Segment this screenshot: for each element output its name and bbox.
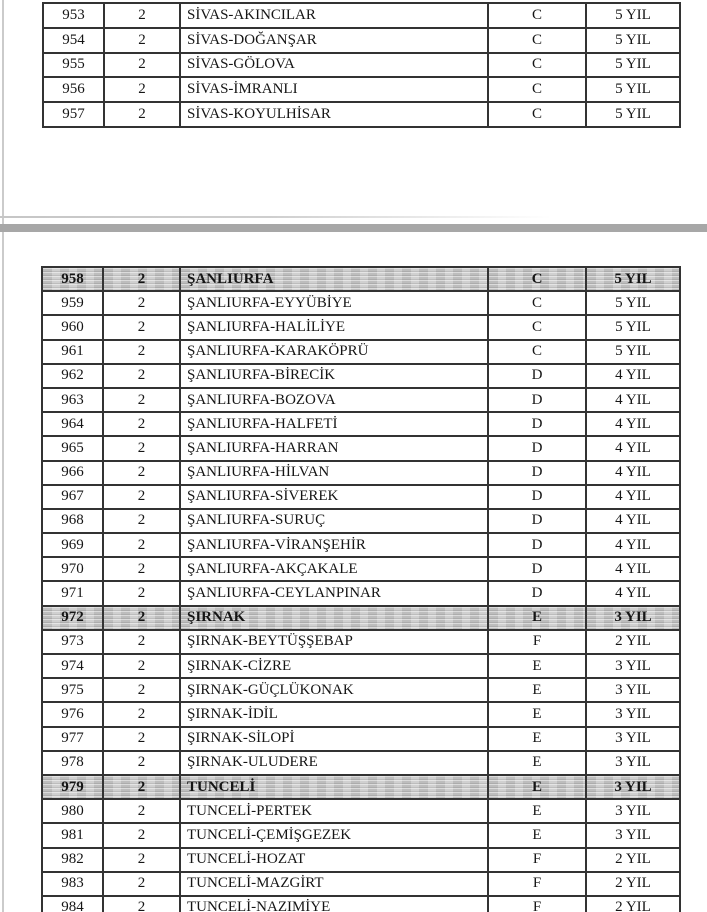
region-code-cell: 2 [103, 340, 180, 364]
region-code-cell: 2 [103, 630, 180, 654]
duration-cell: 5 YIL [586, 267, 680, 291]
district-service-table-page-2 [41, 266, 681, 912]
place-name-cell: TUNCELİ-HOZAT [180, 848, 488, 872]
region-code-cell: 2 [103, 267, 180, 291]
class-letter-cell: D [488, 364, 586, 388]
place-name-cell: ŞANLIURFA-VİRANŞEHİR [180, 533, 488, 557]
region-code-cell: 2 [103, 702, 180, 726]
place-name-cell: ŞIRNAK-GÜÇLÜKONAK [180, 678, 488, 702]
class-letter-cell: D [488, 533, 586, 557]
class-letter-cell: E [488, 654, 586, 678]
place-name-cell: ŞANLIURFA-AKÇAKALE [180, 557, 488, 581]
region-code-cell: 2 [103, 751, 180, 775]
duration-cell: 3 YIL [586, 775, 680, 799]
row-number-cell: 964 [42, 412, 103, 436]
place-name-cell: TUNCELİ [180, 775, 488, 799]
district-row [42, 461, 680, 485]
district-row [42, 823, 680, 847]
row-number-cell: 973 [42, 630, 103, 654]
place-name-cell: TUNCELİ-MAZGİRT [180, 872, 488, 896]
region-code-cell: 2 [103, 606, 180, 630]
place-name-cell: SİVAS-GÖLOVA [180, 53, 488, 78]
class-letter-cell: E [488, 606, 586, 630]
duration-cell: 3 YIL [586, 606, 680, 630]
district-row [42, 727, 680, 751]
duration-cell: 4 YIL [586, 509, 680, 533]
place-name-cell: ŞANLIURFA-CEYLANPINAR [180, 581, 488, 605]
class-letter-cell: C [488, 3, 586, 28]
class-letter-cell: C [488, 315, 586, 339]
place-name-cell: SİVAS-AKINCILAR [180, 3, 488, 28]
region-code-cell: 2 [103, 848, 180, 872]
region-code-cell: 2 [103, 727, 180, 751]
row-number-cell: 974 [42, 654, 103, 678]
place-name-cell: SİVAS-DOĞANŞAR [180, 28, 488, 53]
place-name-cell: ŞANLIURFA-BOZOVA [180, 388, 488, 412]
duration-cell: 5 YIL [586, 53, 680, 78]
province-row [42, 606, 680, 630]
region-code-cell: 2 [103, 823, 180, 847]
class-letter-cell: E [488, 727, 586, 751]
district-row [42, 533, 680, 557]
class-letter-cell: C [488, 28, 586, 53]
class-letter-cell: D [488, 412, 586, 436]
class-letter-cell: D [488, 509, 586, 533]
place-name-cell: ŞIRNAK-SİLOPİ [180, 727, 488, 751]
class-letter-cell: D [488, 485, 586, 509]
row-number-cell: 966 [42, 461, 103, 485]
row-number-cell: 967 [42, 485, 103, 509]
class-letter-cell: E [488, 702, 586, 726]
duration-cell: 3 YIL [586, 823, 680, 847]
row-number-cell: 962 [42, 364, 103, 388]
class-letter-cell: F [488, 872, 586, 896]
district-row [42, 896, 680, 912]
page-separator-bar [0, 224, 707, 232]
duration-cell: 4 YIL [586, 436, 680, 460]
row-number-cell: 979 [42, 775, 103, 799]
region-code-cell: 2 [103, 654, 180, 678]
place-name-cell: ŞIRNAK-İDİL [180, 702, 488, 726]
place-name-cell: ŞIRNAK-ULUDERE [180, 751, 488, 775]
class-letter-cell: C [488, 77, 586, 102]
row-number-cell: 965 [42, 436, 103, 460]
row-number-cell: 970 [42, 557, 103, 581]
district-row [42, 557, 680, 581]
duration-cell: 4 YIL [586, 485, 680, 509]
class-letter-cell: E [488, 678, 586, 702]
region-code-cell: 2 [103, 436, 180, 460]
duration-cell: 3 YIL [586, 654, 680, 678]
place-name-cell: SİVAS-KOYULHİSAR [180, 102, 488, 127]
row-number-cell: 978 [42, 751, 103, 775]
district-row [42, 751, 680, 775]
district-row [42, 799, 680, 823]
place-name-cell: ŞIRNAK-CİZRE [180, 654, 488, 678]
class-letter-cell: C [488, 102, 586, 127]
place-name-cell: TUNCELİ-ÇEMİŞGEZEK [180, 823, 488, 847]
province-row [42, 267, 680, 291]
row-number-cell: 975 [42, 678, 103, 702]
place-name-cell: TUNCELİ-PERTEK [180, 799, 488, 823]
row-number-cell: 971 [42, 581, 103, 605]
province-row [42, 775, 680, 799]
class-letter-cell: C [488, 340, 586, 364]
district-row [43, 28, 680, 53]
class-letter-cell: D [488, 461, 586, 485]
duration-cell: 5 YIL [586, 102, 680, 127]
district-row [43, 77, 680, 102]
district-row [42, 702, 680, 726]
row-number-cell: 961 [42, 340, 103, 364]
region-code-cell: 2 [103, 581, 180, 605]
duration-cell: 4 YIL [586, 557, 680, 581]
row-number-cell: 954 [43, 28, 104, 53]
duration-cell: 2 YIL [586, 896, 680, 912]
place-name-cell: ŞANLIURFA-SURUÇ [180, 509, 488, 533]
row-number-cell: 956 [43, 77, 104, 102]
duration-cell: 5 YIL [586, 28, 680, 53]
district-row [42, 678, 680, 702]
duration-cell: 5 YIL [586, 340, 680, 364]
region-code-cell: 2 [103, 872, 180, 896]
class-letter-cell: C [488, 267, 586, 291]
row-number-cell: 972 [42, 606, 103, 630]
class-letter-cell: F [488, 896, 586, 912]
duration-cell: 4 YIL [586, 412, 680, 436]
region-code-cell: 2 [103, 775, 180, 799]
class-letter-cell: E [488, 799, 586, 823]
row-number-cell: 981 [42, 823, 103, 847]
duration-cell: 4 YIL [586, 461, 680, 485]
row-number-cell: 976 [42, 702, 103, 726]
region-code-cell: 2 [103, 485, 180, 509]
place-name-cell: ŞANLIURFA-KARAKÖPRÜ [180, 340, 488, 364]
district-row [43, 53, 680, 78]
place-name-cell: TUNCELİ-NAZIMİYE [180, 896, 488, 912]
duration-cell: 2 YIL [586, 630, 680, 654]
duration-cell: 4 YIL [586, 388, 680, 412]
row-number-cell: 963 [42, 388, 103, 412]
place-name-cell: ŞANLIURFA-EYYÜBİYE [180, 291, 488, 315]
district-row [42, 654, 680, 678]
row-number-cell: 960 [42, 315, 103, 339]
region-code-cell: 2 [104, 77, 180, 102]
region-code-cell: 2 [103, 509, 180, 533]
region-code-cell: 2 [103, 364, 180, 388]
region-code-cell: 2 [103, 291, 180, 315]
district-row [42, 364, 680, 388]
row-number-cell: 968 [42, 509, 103, 533]
place-name-cell: ŞANLIURFA-HALİLİYE [180, 315, 488, 339]
region-code-cell: 2 [103, 896, 180, 912]
class-letter-cell: E [488, 775, 586, 799]
duration-cell: 3 YIL [586, 702, 680, 726]
region-code-cell: 2 [103, 678, 180, 702]
district-row [42, 388, 680, 412]
district-row [43, 3, 680, 28]
row-number-cell: 980 [42, 799, 103, 823]
duration-cell: 2 YIL [586, 848, 680, 872]
district-service-table-page-1 [42, 2, 681, 128]
place-name-cell: ŞIRNAK [180, 606, 488, 630]
class-letter-cell: E [488, 751, 586, 775]
district-row [42, 509, 680, 533]
class-letter-cell: F [488, 630, 586, 654]
duration-cell: 5 YIL [586, 291, 680, 315]
district-row [42, 581, 680, 605]
place-name-cell: SİVAS-İMRANLI [180, 77, 488, 102]
row-number-cell: 983 [42, 872, 103, 896]
class-letter-cell: D [488, 388, 586, 412]
place-name-cell: ŞANLIURFA-BİRECİK [180, 364, 488, 388]
place-name-cell: ŞANLIURFA-HALFETİ [180, 412, 488, 436]
district-row [42, 412, 680, 436]
place-name-cell: ŞIRNAK-BEYTÜŞŞEBAP [180, 630, 488, 654]
district-row [42, 630, 680, 654]
region-code-cell: 2 [103, 533, 180, 557]
region-code-cell: 2 [103, 557, 180, 581]
region-code-cell: 2 [104, 53, 180, 78]
region-code-cell: 2 [104, 102, 180, 127]
duration-cell: 3 YIL [586, 751, 680, 775]
district-row [42, 436, 680, 460]
district-row [42, 848, 680, 872]
class-letter-cell: D [488, 557, 586, 581]
region-code-cell: 2 [103, 461, 180, 485]
district-row [42, 291, 680, 315]
row-number-cell: 955 [43, 53, 104, 78]
class-letter-cell: C [488, 53, 586, 78]
class-letter-cell: C [488, 291, 586, 315]
duration-cell: 3 YIL [586, 727, 680, 751]
duration-cell: 5 YIL [586, 77, 680, 102]
row-number-cell: 984 [42, 896, 103, 912]
district-row [42, 485, 680, 509]
duration-cell: 3 YIL [586, 799, 680, 823]
place-name-cell: ŞANLIURFA-HARRAN [180, 436, 488, 460]
district-row [42, 315, 680, 339]
duration-cell: 2 YIL [586, 872, 680, 896]
place-name-cell: ŞANLIURFA [180, 267, 488, 291]
page-left-edge-line [2, 0, 4, 912]
row-number-cell: 957 [43, 102, 104, 127]
region-code-cell: 2 [103, 315, 180, 339]
row-number-cell: 977 [42, 727, 103, 751]
duration-cell: 5 YIL [586, 315, 680, 339]
class-letter-cell: E [488, 823, 586, 847]
row-number-cell: 982 [42, 848, 103, 872]
row-number-cell: 969 [42, 533, 103, 557]
duration-cell: 4 YIL [586, 581, 680, 605]
row-number-cell: 959 [42, 291, 103, 315]
class-letter-cell: D [488, 581, 586, 605]
page-1-bottom-edge-line [0, 216, 707, 218]
class-letter-cell: D [488, 436, 586, 460]
duration-cell: 4 YIL [586, 364, 680, 388]
district-row [42, 340, 680, 364]
row-number-cell: 953 [43, 3, 104, 28]
district-row [42, 872, 680, 896]
region-code-cell: 2 [103, 412, 180, 436]
class-letter-cell: F [488, 848, 586, 872]
duration-cell: 3 YIL [586, 678, 680, 702]
region-code-cell: 2 [104, 28, 180, 53]
duration-cell: 5 YIL [586, 3, 680, 28]
duration-cell: 4 YIL [586, 533, 680, 557]
place-name-cell: ŞANLIURFA-HİLVAN [180, 461, 488, 485]
place-name-cell: ŞANLIURFA-SİVEREK [180, 485, 488, 509]
region-code-cell: 2 [104, 3, 180, 28]
region-code-cell: 2 [103, 799, 180, 823]
row-number-cell: 958 [42, 267, 103, 291]
district-row [43, 102, 680, 127]
region-code-cell: 2 [103, 388, 180, 412]
